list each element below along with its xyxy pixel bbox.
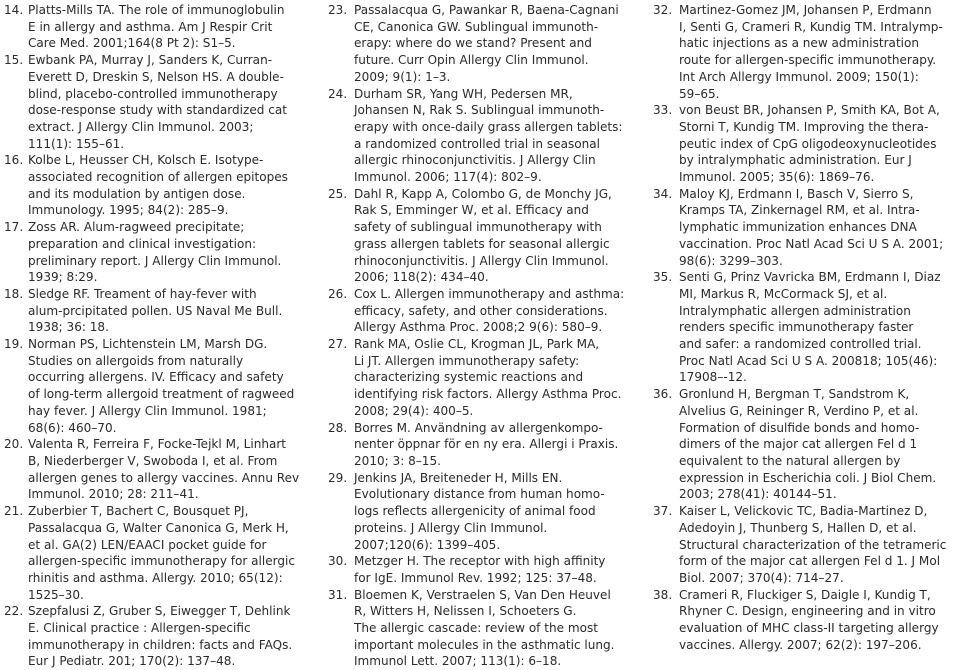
- reference-line: Proc Natl Acad Sci U S A. 200818; 105(46):: [679, 353, 938, 368]
- reference-line: 98(6): 3299–303.: [679, 253, 783, 268]
- reference-entry: [0, 286, 305, 336]
- reference-number: 15.: [4, 53, 24, 68]
- reference-line: route for allergen-specific immunotherapy.: [679, 53, 937, 68]
- reference-line: 2006; 118(2): 434–40.: [354, 270, 489, 285]
- reference-line: Passalacqua G, Walter Canonica G, Merk H,: [28, 520, 289, 535]
- reference-line: 111(1): 155–61.: [28, 136, 125, 151]
- reference-number: 14.: [4, 3, 24, 17]
- reference-line: hatic injections as a new administration: [679, 36, 920, 51]
- reference-line: Zuberbier T, Bachert C, Bousquet PJ,: [28, 504, 249, 519]
- reference-line: for IgE. Immunol Rev. 1992; 125: 37–48.: [354, 570, 597, 585]
- reference-text: [28, 503, 305, 603]
- reference-line: lymphatic immunization enhances DNA: [679, 220, 917, 235]
- reference-entry: [653, 587, 953, 654]
- reference-text: [679, 503, 953, 587]
- reference-line: erapy: where do we stand? Present and: [354, 36, 592, 51]
- reference-number: 32.: [653, 3, 673, 17]
- reference-line: allergen-specific immunotherapy for allergic: [28, 554, 296, 569]
- reference-line: and safer: a randomized controlled trial.: [679, 337, 922, 352]
- reference-text: [28, 152, 305, 219]
- reference-line: 1939; 8:29.: [28, 270, 98, 285]
- reference-number: 25.: [328, 186, 348, 201]
- reference-line: blind, placebo-controlled immunotherapy: [28, 86, 278, 101]
- reference-text: [354, 86, 628, 186]
- reference-line: proteins. J Allergy Clin Immunol.: [354, 520, 548, 535]
- reference-line: occurring allergens. IV. Efficacy and safety: [28, 370, 284, 385]
- reference-number: 31.: [328, 587, 348, 602]
- reference-entry: [328, 186, 628, 286]
- reference-line: Dahl R, Kapp A, Colombo G, de Monchy JG,: [354, 186, 612, 201]
- reference-line: Johansen N, Rak S. Sublingual immunoth-: [354, 103, 605, 118]
- reference-line: Int Arch Allergy Immunol. 2009; 150(1):: [679, 69, 919, 84]
- reference-number: 36.: [653, 387, 673, 402]
- reference-line: rhinitis and asthma. Allergy. 2010; 65(12):: [28, 570, 283, 585]
- reference-line: Rank MA, Oslie CL, Krogman JL, Park MA,: [354, 337, 600, 352]
- reference-line: I, Senti G, Crameri R, Kundig TM. Intralymp-: [679, 19, 943, 34]
- reference-line: 1525–30.: [28, 587, 84, 602]
- reference-line: Alvelius G, Reininger R, Verdino P, et al.: [679, 403, 919, 418]
- reference-text: [679, 102, 953, 186]
- reference-line: Everett D, Dreskin S, Nelson HS. A double-: [28, 69, 284, 84]
- reference-entry: [0, 52, 305, 152]
- reference-line: 2010; 3: 8–15.: [354, 453, 441, 468]
- reference-entry: [0, 219, 305, 286]
- reference-line: immunotherapy in children: facts and FAQs.: [28, 637, 293, 652]
- reference-number: 28.: [328, 420, 348, 435]
- reference-line: evaluation of MHC class-II targeting allergy: [679, 621, 939, 636]
- reference-text: [354, 336, 628, 420]
- reference-line: expression in Escherichia coli. J Biol Chem.: [679, 470, 937, 485]
- reference-line: Maloy KJ, Erdmann I, Basch V, Sierro S,: [679, 186, 914, 201]
- reference-line: peutic index of CpG oligodeoxynucleotides: [679, 136, 937, 151]
- reference-line: of long-term allergoid treatment of ragweed: [28, 387, 295, 402]
- reference-line: Rak S, Emminger W, et al. Efficacy and: [354, 203, 589, 218]
- reference-line: vaccination. Proc Natl Acad Sci U S A. 2001;: [679, 236, 944, 251]
- reference-entry: [0, 2, 305, 52]
- reference-line: et al. GA(2) LEN/EAACI pocket guide for: [28, 537, 267, 552]
- reference-line: a randomized controlled trial in seasonal: [354, 136, 600, 151]
- reference-entry: [328, 587, 628, 670]
- reference-line: Formation of disulfide bonds and homo-: [679, 420, 920, 435]
- reference-line: Allergy Asthma Proc. 2008;2 9(6): 580–9.: [354, 320, 603, 335]
- reference-line: 2007;120(6): 1399–405.: [354, 537, 501, 552]
- reference-entry: [653, 102, 953, 186]
- reference-line: future. Curr Opin Allergy Clin Immunol.: [354, 53, 589, 68]
- reference-line: Kramps TA, Zinkernagel RM, et al. Intra-: [679, 203, 920, 218]
- reference-line: Ewbank PA, Murray J, Sanders K, Curran-: [28, 53, 273, 68]
- reference-entry: [328, 286, 628, 336]
- reference-number: 23.: [328, 3, 348, 17]
- reference-line: Immunol. 2005; 35(6): 1869–76.: [679, 170, 875, 185]
- reference-line: and its modulation by antigen dose.: [28, 186, 246, 201]
- reference-text: [679, 186, 953, 270]
- reference-line: Martinez-Gomez JM, Johansen P, Erdmann: [679, 3, 932, 17]
- reference-number: 24.: [328, 86, 348, 101]
- reference-number: 34.: [653, 186, 673, 201]
- reference-line: Metzger H. The receptor with high affinity: [354, 554, 606, 569]
- reference-number: 17.: [4, 220, 24, 235]
- reference-entry: [653, 2, 953, 102]
- reference-line: efficacy, safety, and other considerations.: [354, 303, 608, 318]
- reference-line: Zoss AR. Alum-ragweed precipitate;: [28, 220, 245, 235]
- reference-text: [679, 2, 953, 102]
- reference-line: von Beust BR, Johansen P, Smith KA, Bot A,: [679, 103, 940, 118]
- reference-column-1: [0, 2, 305, 670]
- reference-number: 20.: [4, 437, 24, 452]
- reference-number: 22.: [4, 604, 24, 619]
- reference-entry: [328, 86, 628, 186]
- reference-text: [354, 420, 628, 470]
- reference-line: Senti G, Prinz Vavricka BM, Erdmann I, Diaz: [679, 270, 941, 285]
- reference-line: identifying risk factors. Allergy Asthma Proc.: [354, 387, 622, 402]
- reference-entry: [0, 503, 305, 603]
- reference-text: [679, 269, 953, 386]
- reference-number: 37.: [653, 504, 673, 519]
- reference-line: 2008; 29(4): 400–5.: [354, 403, 474, 418]
- reference-entry: [328, 420, 628, 470]
- reference-line: preliminary report. J Allergy Clin Immunol.: [28, 253, 282, 268]
- reference-line: 59–65.: [679, 86, 720, 101]
- reference-line: R, Witters H, Nelissen I, Schoeters G.: [354, 604, 577, 619]
- reference-line: E. Clinical practice : Allergen-specific: [28, 621, 251, 636]
- reference-line: extract. J Allergy Clin Immunol. 2003;: [28, 119, 254, 134]
- reference-line: preparation and clinical investigation:: [28, 236, 257, 251]
- reference-line: Intralymphatic allergen administration: [679, 303, 911, 318]
- reference-line: Szepfalusi Z, Gruber S, Eiwegger T, Dehlink: [28, 604, 291, 619]
- reference-line: The allergic cascade: review of the most: [354, 621, 598, 636]
- reference-line: Norman PS, Lichtenstein LM, Marsh DG.: [28, 337, 268, 352]
- reference-column-3: [653, 2, 953, 653]
- reference-line: dimers of the major cat allergen Fel d 1: [679, 437, 918, 452]
- reference-text: [354, 186, 628, 286]
- reference-line: Cox L. Allergen immunotherapy and asthma:: [354, 286, 625, 301]
- reference-line: allergic rhinoconjunctivitis. J Allergy Clin: [354, 153, 596, 168]
- reference-line: Immunol. 2010; 28: 211–41.: [28, 487, 199, 502]
- reference-text: [28, 52, 305, 152]
- reference-line: characterizing systemic reactions and: [354, 370, 584, 385]
- reference-line: vaccines. Allergy. 2007; 62(2): 197–206.: [679, 637, 922, 652]
- reference-text: [28, 603, 305, 670]
- reference-line: Durham SR, Yang WH, Pedersen MR,: [354, 86, 573, 101]
- reference-text: [28, 219, 305, 286]
- reference-line: dose-response study with standardized cat: [28, 103, 287, 118]
- reference-line: Gronlund H, Bergman T, Sandstrom K,: [679, 387, 910, 402]
- reference-entry: [653, 186, 953, 270]
- reference-line: Li JT. Allergen immunotherapy safety:: [354, 353, 580, 368]
- reference-line: Care Med. 2001;164(8 Pt 2): S1–5.: [28, 36, 236, 51]
- reference-line: rhinoconjunctivitis. J Allergy Clin Immunol.: [354, 253, 609, 268]
- reference-line: erapy with once-daily grass allergen tablets:: [354, 119, 623, 134]
- reference-number: 19.: [4, 337, 24, 352]
- reference-line: safety of sublingual immunotherapy with: [354, 220, 602, 235]
- reference-text: [28, 336, 305, 436]
- reference-line: important molecules in the asthmatic lung.: [354, 637, 615, 652]
- reference-number: 30.: [328, 554, 348, 569]
- reference-line: 17908–-12.: [679, 370, 747, 385]
- reference-text: [354, 553, 628, 586]
- reference-number: 26.: [328, 286, 348, 301]
- reference-line: Eur J Pediatr. 201; 170(2): 137–48.: [28, 654, 236, 669]
- reference-line: B, Niederberger V, Swoboda I, et al. From: [28, 453, 278, 468]
- reference-number: 38.: [653, 587, 673, 602]
- reference-entry: [0, 152, 305, 219]
- reference-line: Adedoyin J, Thunberg S, Hallen D, et al.: [679, 520, 917, 535]
- reference-entry: [0, 436, 305, 503]
- reference-entry: [653, 269, 953, 386]
- reference-line: Kolbe L, Heusser CH, Kolsch E. Isotype-: [28, 153, 264, 168]
- reference-text: [28, 2, 305, 52]
- reference-entry: [653, 386, 953, 503]
- reference-number: 33.: [653, 103, 673, 118]
- reference-line: nenter öppnar för en ny era. Allergi i Praxis.: [354, 437, 619, 452]
- reference-line: 68(6): 460–70.: [28, 420, 117, 435]
- reference-line: Bloemen K, Verstraelen S, Van Den Heuvel: [354, 587, 611, 602]
- reference-line: by intralymphatic administration. Eur J: [679, 153, 912, 168]
- reference-entry: [0, 603, 305, 670]
- reference-line: alum-prcipitated pollen. US Naval Me Bull.: [28, 303, 283, 318]
- reference-text: [354, 286, 628, 336]
- reference-line: Immunol. 2006; 117(4): 802–9.: [354, 170, 542, 185]
- reference-line: 2003; 278(41): 40144–51.: [679, 487, 837, 502]
- reference-number: 18.: [4, 286, 24, 301]
- reference-line: 1938; 36: 18.: [28, 320, 109, 335]
- reference-line: 2009; 9(1): 1–3.: [354, 69, 451, 84]
- reference-text: [354, 2, 628, 86]
- reference-entry: [0, 336, 305, 436]
- reference-line: E in allergy and asthma. Am J Respir Crit: [28, 19, 273, 34]
- reference-entry: [328, 470, 628, 554]
- reference-column-2: [328, 2, 628, 670]
- reference-number: 21.: [4, 504, 24, 519]
- reference-line: form of the major cat allergen Fel d 1. J Mol: [679, 554, 941, 569]
- reference-line: Biol. 2007; 370(4): 714–27.: [679, 570, 844, 585]
- reference-line: renders specific immunotherapy faster: [679, 320, 914, 335]
- reference-entry: [328, 553, 628, 586]
- reference-line: logs reflects allergenicity of animal food: [354, 504, 596, 519]
- reference-line: Jenkins JA, Breiteneder H, Mills EN.: [354, 470, 563, 485]
- reference-line: hay fever. J Allergy Clin Immunol. 1981;: [28, 403, 267, 418]
- reference-line: Structural characterization of the tetrameric: [679, 537, 947, 552]
- reference-text: [354, 470, 628, 554]
- reference-line: Crameri R, Fluckiger S, Daigle I, Kundig T,: [679, 587, 931, 602]
- reference-line: equivalent to the natural allergen by: [679, 453, 901, 468]
- reference-line: Storni T, Kundig TM. Improving the thera-: [679, 119, 929, 134]
- reference-line: Kaiser L, Velickovic TC, Badia-Martinez D,: [679, 504, 928, 519]
- reference-line: MI, Markus R, McCormack SJ, et al.: [679, 286, 888, 301]
- reference-line: Immunol Lett. 2007; 113(1): 6–18.: [354, 654, 562, 669]
- reference-text: [28, 286, 305, 336]
- reference-number: 27.: [328, 337, 348, 352]
- reference-line: grass allergen tablets for seasonal allergic: [354, 236, 610, 251]
- reference-line: Immunology. 1995; 84(2): 285–9.: [28, 203, 229, 218]
- reference-line: Evolutionary distance from human homo-: [354, 487, 605, 502]
- reference-number: 35.: [653, 270, 673, 285]
- reference-line: Sledge RF. Treament of hay-fever with: [28, 286, 257, 301]
- reference-text: [354, 587, 628, 670]
- reference-line: Studies on allergoids from naturally: [28, 353, 244, 368]
- reference-text: [679, 587, 953, 654]
- reference-entry: [328, 2, 628, 86]
- reference-line: Rhyner C. Design, engineering and in vitro: [679, 604, 936, 619]
- reference-line: Valenta R, Ferreira F, Focke-Tejkl M, Linhart: [28, 437, 287, 452]
- reference-line: Passalacqua G, Pawankar R, Baena-Cagnani: [354, 3, 619, 17]
- reference-entry: [653, 503, 953, 587]
- reference-number: 16.: [4, 153, 24, 168]
- reference-entry: [328, 336, 628, 420]
- reference-line: associated recognition of allergen epitopes: [28, 170, 288, 185]
- reference-number: 29.: [328, 470, 348, 485]
- reference-line: allergen genes to allergy vaccines. Annu Rev: [28, 470, 300, 485]
- reference-line: Borres M. Användning av allergenkompo-: [354, 420, 603, 435]
- reference-line: CE, Canonica GW. Sublingual immunoth-: [354, 19, 599, 34]
- reference-line: Platts-Mills TA. The role of immunoglobulin: [28, 3, 285, 17]
- reference-text: [679, 386, 953, 503]
- reference-text: [28, 436, 305, 503]
